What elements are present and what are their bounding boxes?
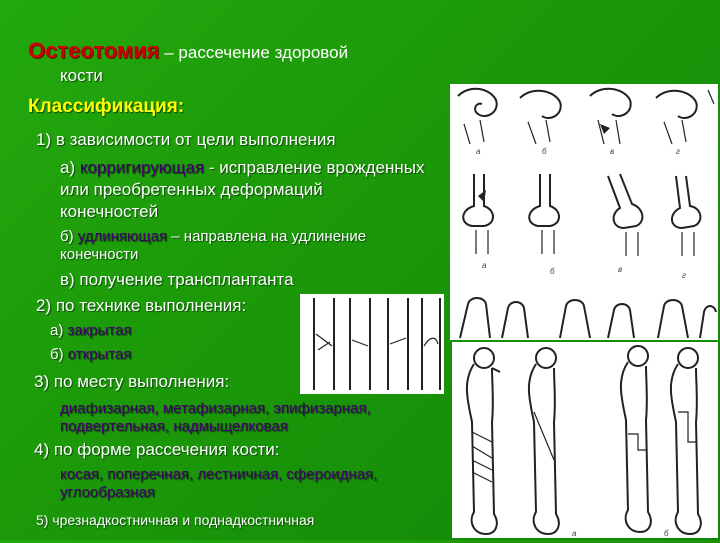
item1a-cont1: или преобретенных деформаций bbox=[60, 180, 323, 199]
item2b-term: открытая bbox=[67, 346, 132, 363]
femur-step-2 bbox=[671, 348, 701, 534]
label-mid-b: б bbox=[550, 267, 555, 276]
item3-values: диафизарная, метафизарная, эпифизарная, bbox=[60, 400, 371, 417]
item1b-desc: – направлена на удлинение bbox=[167, 228, 367, 245]
femur-step bbox=[621, 346, 651, 532]
page-title bbox=[28, 38, 348, 64]
item1a bbox=[60, 158, 425, 178]
title-definition-cont: кости bbox=[60, 66, 103, 85]
item4: 4) по форме рассечения кости: bbox=[34, 440, 280, 459]
item1b-cont: конечности bbox=[60, 246, 139, 263]
label-top-g: г bbox=[676, 147, 680, 156]
item2a-term: закрытая bbox=[67, 322, 132, 339]
label-mid-g: г bbox=[682, 271, 686, 280]
femur-oblique bbox=[529, 348, 559, 534]
item3: 3) по месту выполнения: bbox=[34, 372, 230, 391]
item1a-desc: - исправление врожденных bbox=[204, 158, 425, 177]
item2: 2) по технике выполнения: bbox=[36, 296, 247, 315]
lower-row-drawings bbox=[460, 298, 716, 338]
item1c: в) получение трансплантанта bbox=[60, 270, 294, 289]
label-bot-a: а bbox=[572, 529, 577, 538]
item1a-term: корригирующая bbox=[79, 158, 205, 177]
middle-row-labels bbox=[482, 261, 686, 280]
item2b-prefix: б) bbox=[50, 346, 68, 363]
title-definition: – рассечение здоровой bbox=[159, 43, 349, 62]
figure-technique bbox=[300, 294, 444, 394]
label-top-v: в bbox=[610, 147, 615, 156]
item1a-cont2: конечностей bbox=[60, 202, 159, 221]
label-top-b: б bbox=[542, 147, 547, 156]
top-row-drawings bbox=[458, 89, 714, 144]
item3-values-cont: подвертельная, надмыщелковая bbox=[60, 418, 288, 435]
item1: 1) в зависимости от цели выполнения bbox=[36, 130, 336, 149]
femur-spiral bbox=[467, 348, 500, 534]
item2b bbox=[50, 346, 132, 363]
middle-row-drawings bbox=[463, 174, 700, 256]
label-mid-v: в bbox=[618, 265, 623, 274]
figure-joint-osteotomy bbox=[450, 84, 718, 340]
figure-femur-osteotomy bbox=[452, 342, 718, 538]
item4-values-cont: углообразная bbox=[60, 484, 155, 501]
top-row-labels bbox=[476, 147, 680, 156]
item1b bbox=[60, 228, 366, 245]
item1a-prefix: а) bbox=[60, 158, 80, 177]
item2a-prefix: а) bbox=[50, 322, 68, 339]
item1b-term: удлиняющая bbox=[77, 228, 168, 245]
classification-heading: Классификация: bbox=[28, 96, 185, 117]
item2a bbox=[50, 322, 132, 339]
item4-values: косая, поперечная, лестничная, сфероидная, bbox=[60, 466, 378, 483]
item5: 5) чрезнадкостничная и поднадкостничная bbox=[36, 512, 315, 528]
label-mid-a: а bbox=[482, 261, 487, 270]
item1b-prefix: б) bbox=[60, 228, 78, 245]
title-term: Остеотомия bbox=[28, 38, 160, 63]
label-top-a: а bbox=[476, 147, 481, 156]
label-bot-b: б bbox=[664, 529, 669, 538]
